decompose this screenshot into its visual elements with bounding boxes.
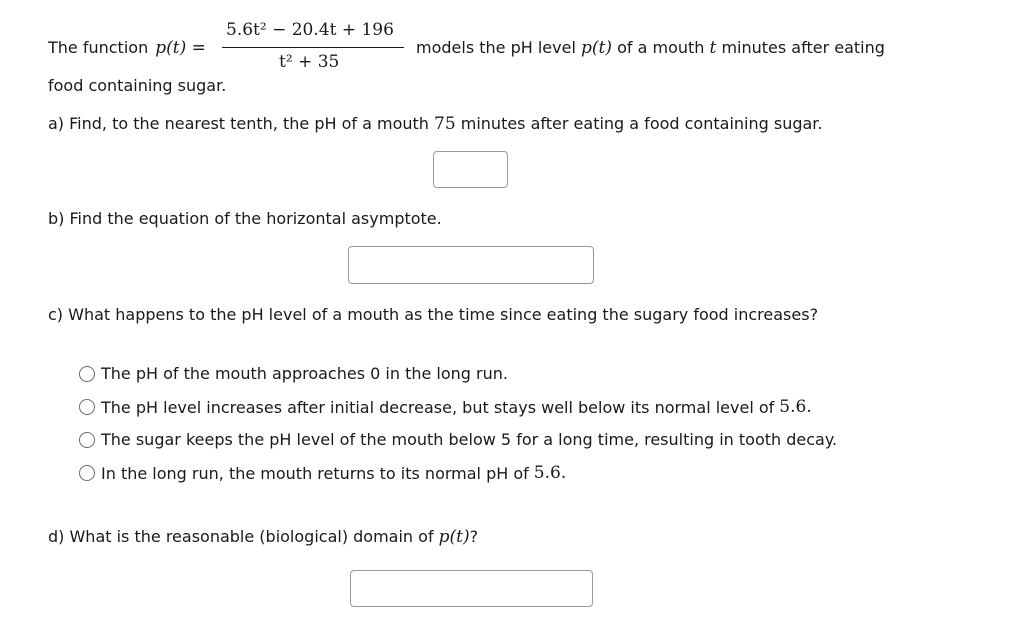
intro-suffix-c: minutes after eating bbox=[721, 38, 885, 57]
function-name: p(t) = bbox=[155, 38, 206, 58]
part-a-answer-input[interactable] bbox=[433, 151, 508, 188]
radio-option-2[interactable] bbox=[79, 397, 812, 417]
part-d-text-after: ? bbox=[469, 527, 479, 546]
fraction-denominator: t² + 35 bbox=[279, 52, 340, 72]
part-a-text-after: minutes after eating a food containing sugar. bbox=[460, 114, 823, 133]
part-c-question: c) What happens to the pH level of a mouth as the time since eating the sugary food increases? bbox=[48, 305, 819, 324]
radio-option-4-math: 5.6. bbox=[533, 463, 567, 483]
part-d-text-before: d) What is the reasonable (biological) domain of bbox=[48, 527, 434, 546]
radio-option-2-math: 5.6. bbox=[779, 397, 812, 417]
intro-prefix bbox=[48, 38, 206, 58]
part-d-func: p(t) bbox=[438, 527, 470, 547]
radio-option-1[interactable] bbox=[79, 364, 508, 383]
intro-prefix-text: The function bbox=[48, 38, 149, 57]
radio-option-3[interactable] bbox=[79, 430, 837, 449]
radio-button-icon[interactable] bbox=[79, 432, 95, 448]
intro-suffix-a: models the pH level bbox=[416, 38, 576, 57]
intro-suffix-b: of a mouth bbox=[617, 38, 705, 57]
part-b-question: b) Find the equation of the horizontal asymptote. bbox=[48, 209, 442, 228]
intro-line2: food containing sugar. bbox=[48, 76, 227, 95]
part-a-minutes: 75 bbox=[434, 114, 456, 134]
part-b-answer-input[interactable] bbox=[348, 246, 594, 284]
intro-suffix bbox=[416, 38, 885, 58]
radio-option-1-label: The pH of the mouth approaches 0 in the long run. bbox=[101, 364, 508, 383]
radio-button-icon[interactable] bbox=[79, 399, 95, 415]
radio-button-icon[interactable] bbox=[79, 366, 95, 382]
intro-t: t bbox=[709, 38, 717, 58]
radio-option-4[interactable] bbox=[79, 463, 566, 483]
fraction-bar bbox=[222, 47, 404, 48]
intro-p-of-t: p(t) bbox=[581, 38, 612, 58]
fraction-numerator: 5.6t² − 20.4t + 196 bbox=[226, 20, 394, 40]
radio-option-2-label: The pH level increases after initial decrease, but stays well below its normal level of bbox=[101, 397, 775, 417]
part-d-question bbox=[48, 527, 478, 547]
part-d-answer-input[interactable] bbox=[350, 570, 593, 607]
radio-option-3-label: The sugar keeps the pH level of the mouth below 5 for a long time, resulting in tooth decay. bbox=[101, 430, 838, 449]
radio-option-4-label: In the long run, the mouth returns to its normal pH of bbox=[101, 463, 529, 483]
part-a-text-before: a) Find, to the nearest tenth, the pH of a mouth bbox=[48, 114, 429, 133]
part-a-question bbox=[48, 114, 822, 134]
radio-button-icon[interactable] bbox=[79, 465, 95, 481]
